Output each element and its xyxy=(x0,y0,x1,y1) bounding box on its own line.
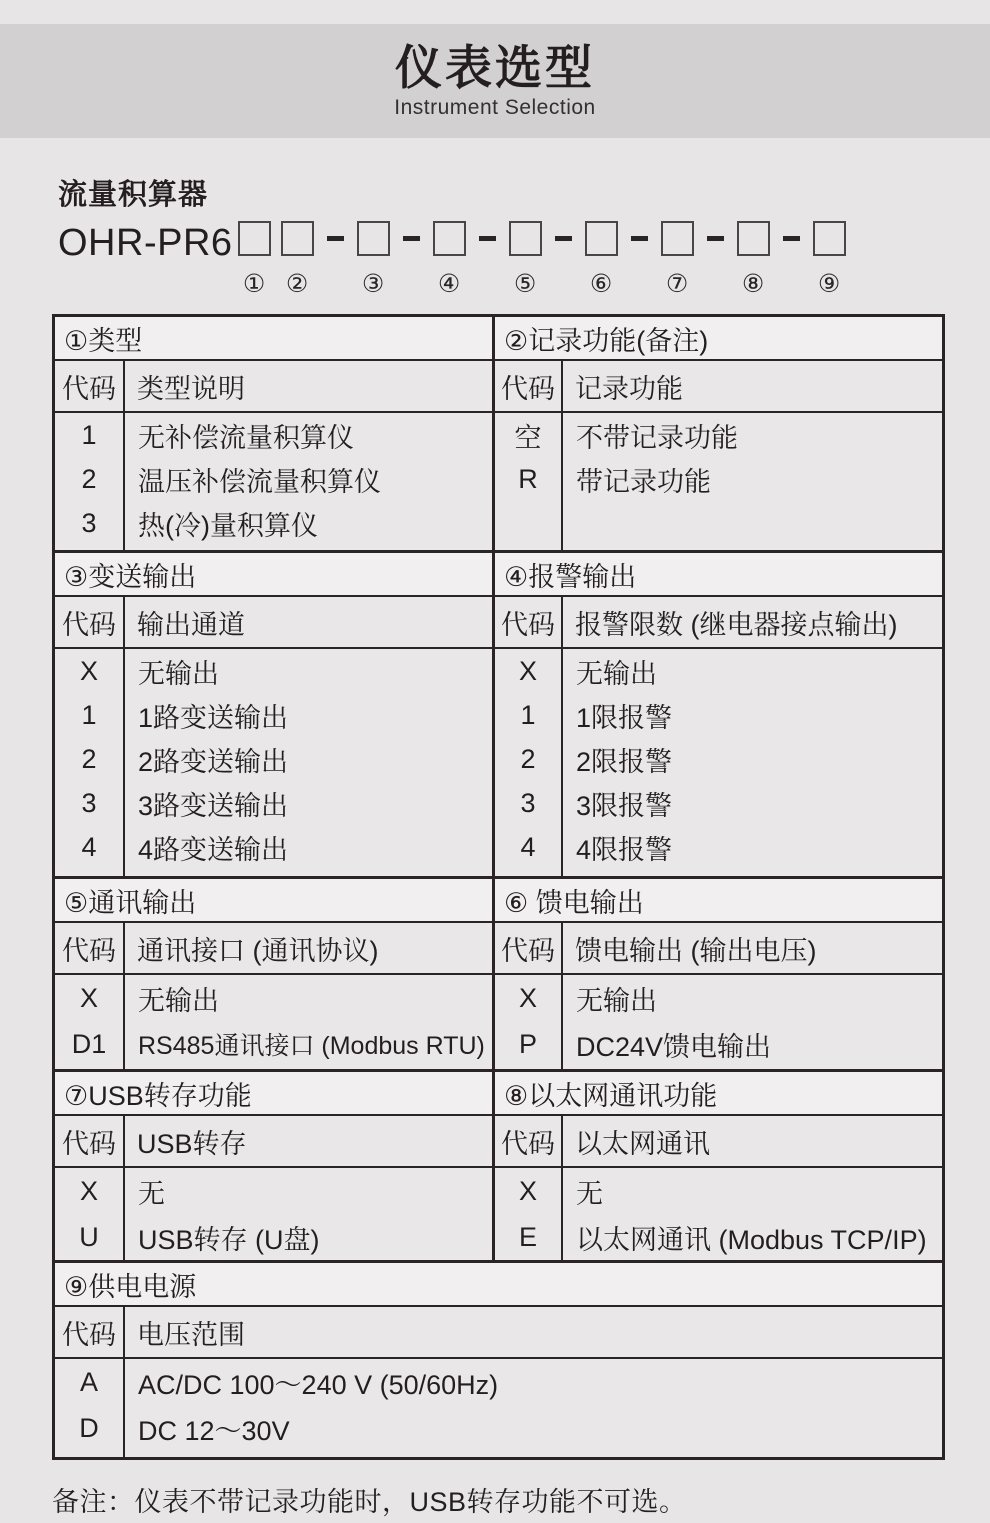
model-box-3 xyxy=(357,221,390,256)
desc-cell: DC24V馈电输出 xyxy=(576,1031,772,1062)
position-label-7: ⑦ xyxy=(665,269,689,298)
position-label-4: ④ xyxy=(437,269,461,298)
section-body xyxy=(495,649,942,876)
desc-cell: 2限报警 xyxy=(576,746,673,777)
code-cell: X xyxy=(79,655,98,686)
section-title: ②记录功能(备注) xyxy=(495,317,942,361)
model-box-unit-5 xyxy=(509,221,542,298)
desc-cell: 无输出 xyxy=(576,985,657,1016)
column-headers xyxy=(55,597,492,649)
section-body xyxy=(495,1168,942,1260)
code-cell: 空 xyxy=(514,422,542,453)
column-headers xyxy=(55,923,492,975)
section-pair-1-2 xyxy=(55,317,942,550)
column-headers xyxy=(55,1307,942,1359)
column-headers xyxy=(495,1116,942,1168)
code-cell: A xyxy=(79,1366,98,1397)
section-pair-5-6 xyxy=(55,876,942,1069)
code-cell: 2 xyxy=(81,743,97,774)
model-box-8 xyxy=(737,221,770,256)
section-title: ①类型 xyxy=(55,317,492,361)
column-headers xyxy=(55,361,492,413)
desc-cell: 4路变送输出 xyxy=(138,834,289,865)
dash-separator xyxy=(479,236,496,241)
section-title: ⑧以太网通讯功能 xyxy=(495,1072,942,1116)
section-title: ⑥ 馈电输出 xyxy=(495,879,942,923)
code-header: 代码 xyxy=(55,597,125,647)
dash-separator xyxy=(631,236,648,241)
code-cell: D1 xyxy=(71,1028,107,1059)
model-box-7 xyxy=(661,221,694,256)
desc-cell: 无输出 xyxy=(138,658,219,689)
section-title: ③变送输出 xyxy=(55,553,492,597)
desc-cell: 以太网通讯 (Modbus TCP/IP) xyxy=(576,1224,927,1255)
desc-cell: 温压补偿流量积算仪 xyxy=(138,466,381,497)
footnote: 备注：仪表不带记录功能时，USB转存功能不可选。 xyxy=(52,1487,687,1517)
code-cell: X xyxy=(518,1175,537,1206)
model-box-9 xyxy=(813,221,846,256)
position-label-8: ⑧ xyxy=(741,269,765,298)
code-header: 代码 xyxy=(55,361,125,411)
desc-cell: AC/DC 100～240 V (50/60Hz) xyxy=(138,1369,499,1400)
code-cell: 1 xyxy=(81,699,97,730)
code-header: 代码 xyxy=(55,923,125,973)
code-cell: X xyxy=(79,982,98,1013)
section-alarm-output xyxy=(492,553,942,876)
section-power-supply xyxy=(55,1260,942,1457)
desc-cell: 无 xyxy=(138,1178,165,1209)
position-label-1: ① xyxy=(242,269,266,298)
position-label-3: ③ xyxy=(361,269,385,298)
desc-header: 通讯接口 (通讯协议) xyxy=(137,935,379,966)
model-box-2 xyxy=(281,221,314,256)
section-usb-transfer xyxy=(55,1072,492,1260)
code-cell: X xyxy=(518,982,537,1013)
section-body xyxy=(55,1359,942,1457)
code-cell: 1 xyxy=(81,419,97,450)
desc-cell: 2路变送输出 xyxy=(138,746,289,777)
section-pair-3-4 xyxy=(55,550,942,876)
position-label-2: ② xyxy=(285,269,309,298)
desc-cell: 不带记录功能 xyxy=(576,422,738,453)
model-box-unit-2 xyxy=(281,221,314,298)
dash-separator xyxy=(403,236,420,241)
dash-separator xyxy=(783,236,800,241)
desc-header: 类型说明 xyxy=(137,373,245,404)
code-cell: 4 xyxy=(520,831,536,862)
position-label-9: ⑨ xyxy=(817,269,841,298)
desc-cell: USB转存 (U盘) xyxy=(138,1224,320,1255)
section-ethernet xyxy=(492,1072,942,1260)
code-cell: D xyxy=(79,1412,99,1443)
model-box-unit-6 xyxy=(585,221,618,298)
section-title: ⑤通讯输出 xyxy=(55,879,492,923)
section-body xyxy=(495,413,942,550)
page-banner xyxy=(0,24,990,138)
desc-cell: 4限报警 xyxy=(576,834,673,865)
dash-separator xyxy=(555,236,572,241)
column-headers xyxy=(55,1116,492,1168)
page-subtitle: Instrument Selection xyxy=(394,95,596,119)
model-box-1 xyxy=(238,221,271,256)
desc-cell: RS485通讯接口 (Modbus RTU) xyxy=(138,1032,485,1060)
code-cell: 2 xyxy=(520,743,536,774)
code-header: 代码 xyxy=(55,1116,125,1166)
section-type xyxy=(55,317,492,550)
model-prefix: OHR-PR6 xyxy=(58,222,233,264)
code-cell: X xyxy=(79,1175,98,1206)
section-body xyxy=(55,649,492,876)
section-comm-output xyxy=(55,879,492,1069)
model-code-line xyxy=(58,221,990,298)
desc-header: 馈电输出 (输出电压) xyxy=(575,935,817,966)
desc-cell: 热(冷)量积算仪 xyxy=(138,510,318,541)
code-cell: 1 xyxy=(520,699,536,730)
position-label-6: ⑥ xyxy=(589,269,613,298)
code-cell: P xyxy=(518,1028,537,1059)
model-box-unit-3 xyxy=(357,221,390,298)
dash-separator xyxy=(707,236,724,241)
section-body xyxy=(55,975,492,1069)
column-headers xyxy=(495,923,942,975)
desc-header: 报警限数 (继电器接点输出) xyxy=(575,609,898,640)
section-body xyxy=(55,413,492,550)
section-title: ⑨供电电源 xyxy=(55,1263,942,1307)
code-header: 代码 xyxy=(495,361,563,411)
section-record-function xyxy=(492,317,942,550)
code-header: 代码 xyxy=(495,1116,563,1166)
code-cell: 4 xyxy=(81,831,97,862)
desc-cell: 带记录功能 xyxy=(576,466,711,497)
dash-separator xyxy=(327,236,344,241)
desc-cell: 无输出 xyxy=(576,658,657,689)
code-header: 代码 xyxy=(495,923,563,973)
section-title: ⑦USB转存功能 xyxy=(55,1072,492,1116)
desc-header: USB转存 xyxy=(137,1128,247,1159)
code-cell: E xyxy=(518,1221,537,1252)
code-cell: 3 xyxy=(520,787,536,818)
desc-cell: 1路变送输出 xyxy=(138,702,289,733)
code-cell: 3 xyxy=(81,507,97,538)
code-cell: 3 xyxy=(81,787,97,818)
code-cell: R xyxy=(518,463,538,494)
selection-table xyxy=(52,314,945,1460)
desc-header: 以太网通讯 xyxy=(575,1128,710,1159)
desc-header: 电压范围 xyxy=(137,1319,245,1350)
model-box-unit-7 xyxy=(661,221,694,298)
section-body xyxy=(55,1168,492,1260)
code-header: 代码 xyxy=(495,597,563,647)
desc-header: 记录功能 xyxy=(575,373,683,404)
model-box-unit-9 xyxy=(813,221,846,298)
model-box-5 xyxy=(509,221,542,256)
desc-cell: 3限报警 xyxy=(576,790,673,821)
desc-cell: 3路变送输出 xyxy=(138,790,289,821)
code-cell: U xyxy=(79,1221,99,1252)
page-title: 仪表选型 xyxy=(395,41,595,95)
model-box-6 xyxy=(585,221,618,256)
model-box-4 xyxy=(433,221,466,256)
model-box-unit-4 xyxy=(433,221,466,298)
code-cell: X xyxy=(518,655,537,686)
desc-cell: DC 12～30V xyxy=(138,1415,290,1446)
column-headers xyxy=(495,361,942,413)
product-name: 流量积算器 xyxy=(58,179,209,211)
desc-cell: 无输出 xyxy=(138,985,219,1016)
model-box-unit-1 xyxy=(238,221,271,298)
section-body xyxy=(495,975,942,1069)
position-label-5: ⑤ xyxy=(513,269,537,298)
section-title: ④报警输出 xyxy=(495,553,942,597)
model-box-unit-8 xyxy=(737,221,770,298)
section-transmit-output xyxy=(55,553,492,876)
desc-header: 输出通道 xyxy=(137,609,245,640)
desc-cell: 无补偿流量积算仪 xyxy=(138,422,354,453)
code-cell: 2 xyxy=(81,463,97,494)
desc-cell: 1限报警 xyxy=(576,702,673,733)
column-headers xyxy=(495,597,942,649)
desc-cell: 无 xyxy=(576,1178,603,1209)
section-feed-output xyxy=(492,879,942,1069)
section-pair-7-8 xyxy=(55,1069,942,1260)
code-header: 代码 xyxy=(55,1307,125,1357)
